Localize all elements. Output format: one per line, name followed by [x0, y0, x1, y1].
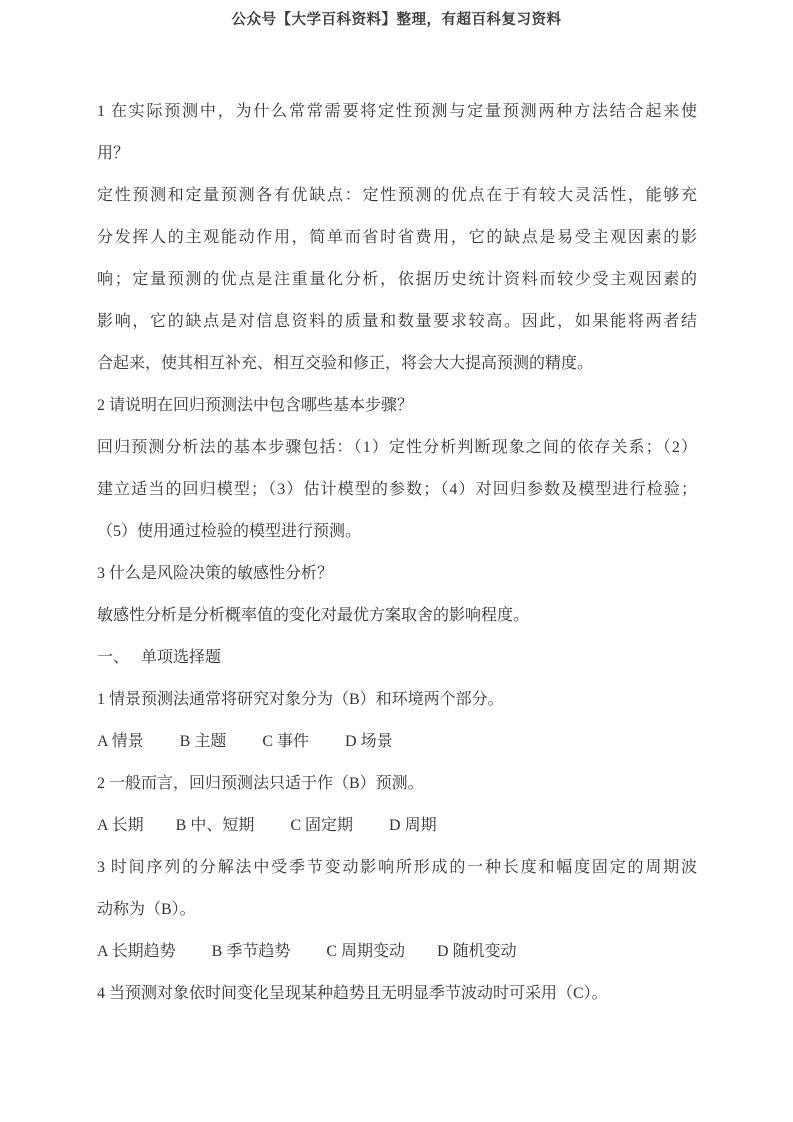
text-line: 分发挥人的主观能动作用，简单而省时省费用，它的缺点是易受主观因素的影	[97, 229, 697, 246]
document-body	[97, 91, 697, 1015]
section-heading: 一、 单项选择题	[97, 649, 222, 666]
answer-options-line: A 情景 B 主题 C 事件 D 场景	[97, 733, 393, 750]
text-line: 2 一般而言，回归预测法只适于作（B）预测。	[97, 775, 424, 792]
text-line: 影响，它的缺点是对信息资料的质量和数量要求较高。因此，如果能将两者结	[97, 313, 697, 330]
text-line: 1 情景预测法通常将研究对象分为（B）和环境两个部分。	[97, 691, 504, 708]
text-line: 3 时间序列的分解法中受季节变动影响所形成的一种长度和幅度固定的周期波	[97, 859, 697, 876]
text-line: 响；定量预测的优点是注重量化分析，依据历史统计资料而较少受主观因素的	[97, 271, 697, 288]
answer-options-line: A 长期趋势 B 季节趋势 C 周期变动 D 随机变动	[97, 943, 517, 960]
text-line: （5）使用通过检验的模型进行预测。	[97, 523, 362, 540]
text-line: 1 在实际预测中，为什么常常需要将定性预测与定量预测两种方法结合起来使	[97, 103, 697, 120]
text-line: 2 请说明在回归预测法中包含哪些基本步骤？	[97, 397, 414, 414]
text-line: 回归预测分析法的基本步骤包括：（1）定性分析判断现象之间的依存关系；（2）	[97, 439, 697, 456]
text-line: 定性预测和定量预测各有优缺点：定性预测的优点在于有较大灵活性，能够充	[97, 187, 697, 204]
text-line: 用？	[97, 145, 130, 162]
text-line: 建立适当的回归模型；（3）估计模型的参数；（4）对回归参数及模型进行检验；	[97, 481, 697, 498]
text-line: 敏感性分析是分析概率值的变化对最优方案取舍的影响程度。	[97, 607, 530, 624]
page-header: 公众号【大学百科资料】整理，有超百科复习资料	[231, 12, 562, 28]
text-line: 4 当预测对象依时间变化呈现某种趋势且无明显季节波动时可采用（C）。	[97, 985, 608, 1002]
answer-options-line: A 长期 B 中、短期 C 固定期 D 周期	[97, 817, 437, 834]
text-line: 合起来，使其相互补充、相互交验和修正，将会大大提高预测的精度。	[97, 355, 594, 372]
text-line: 动称为（B）。	[97, 901, 196, 918]
text-line: 3 什么是风险决策的敏感性分析？	[97, 565, 334, 582]
